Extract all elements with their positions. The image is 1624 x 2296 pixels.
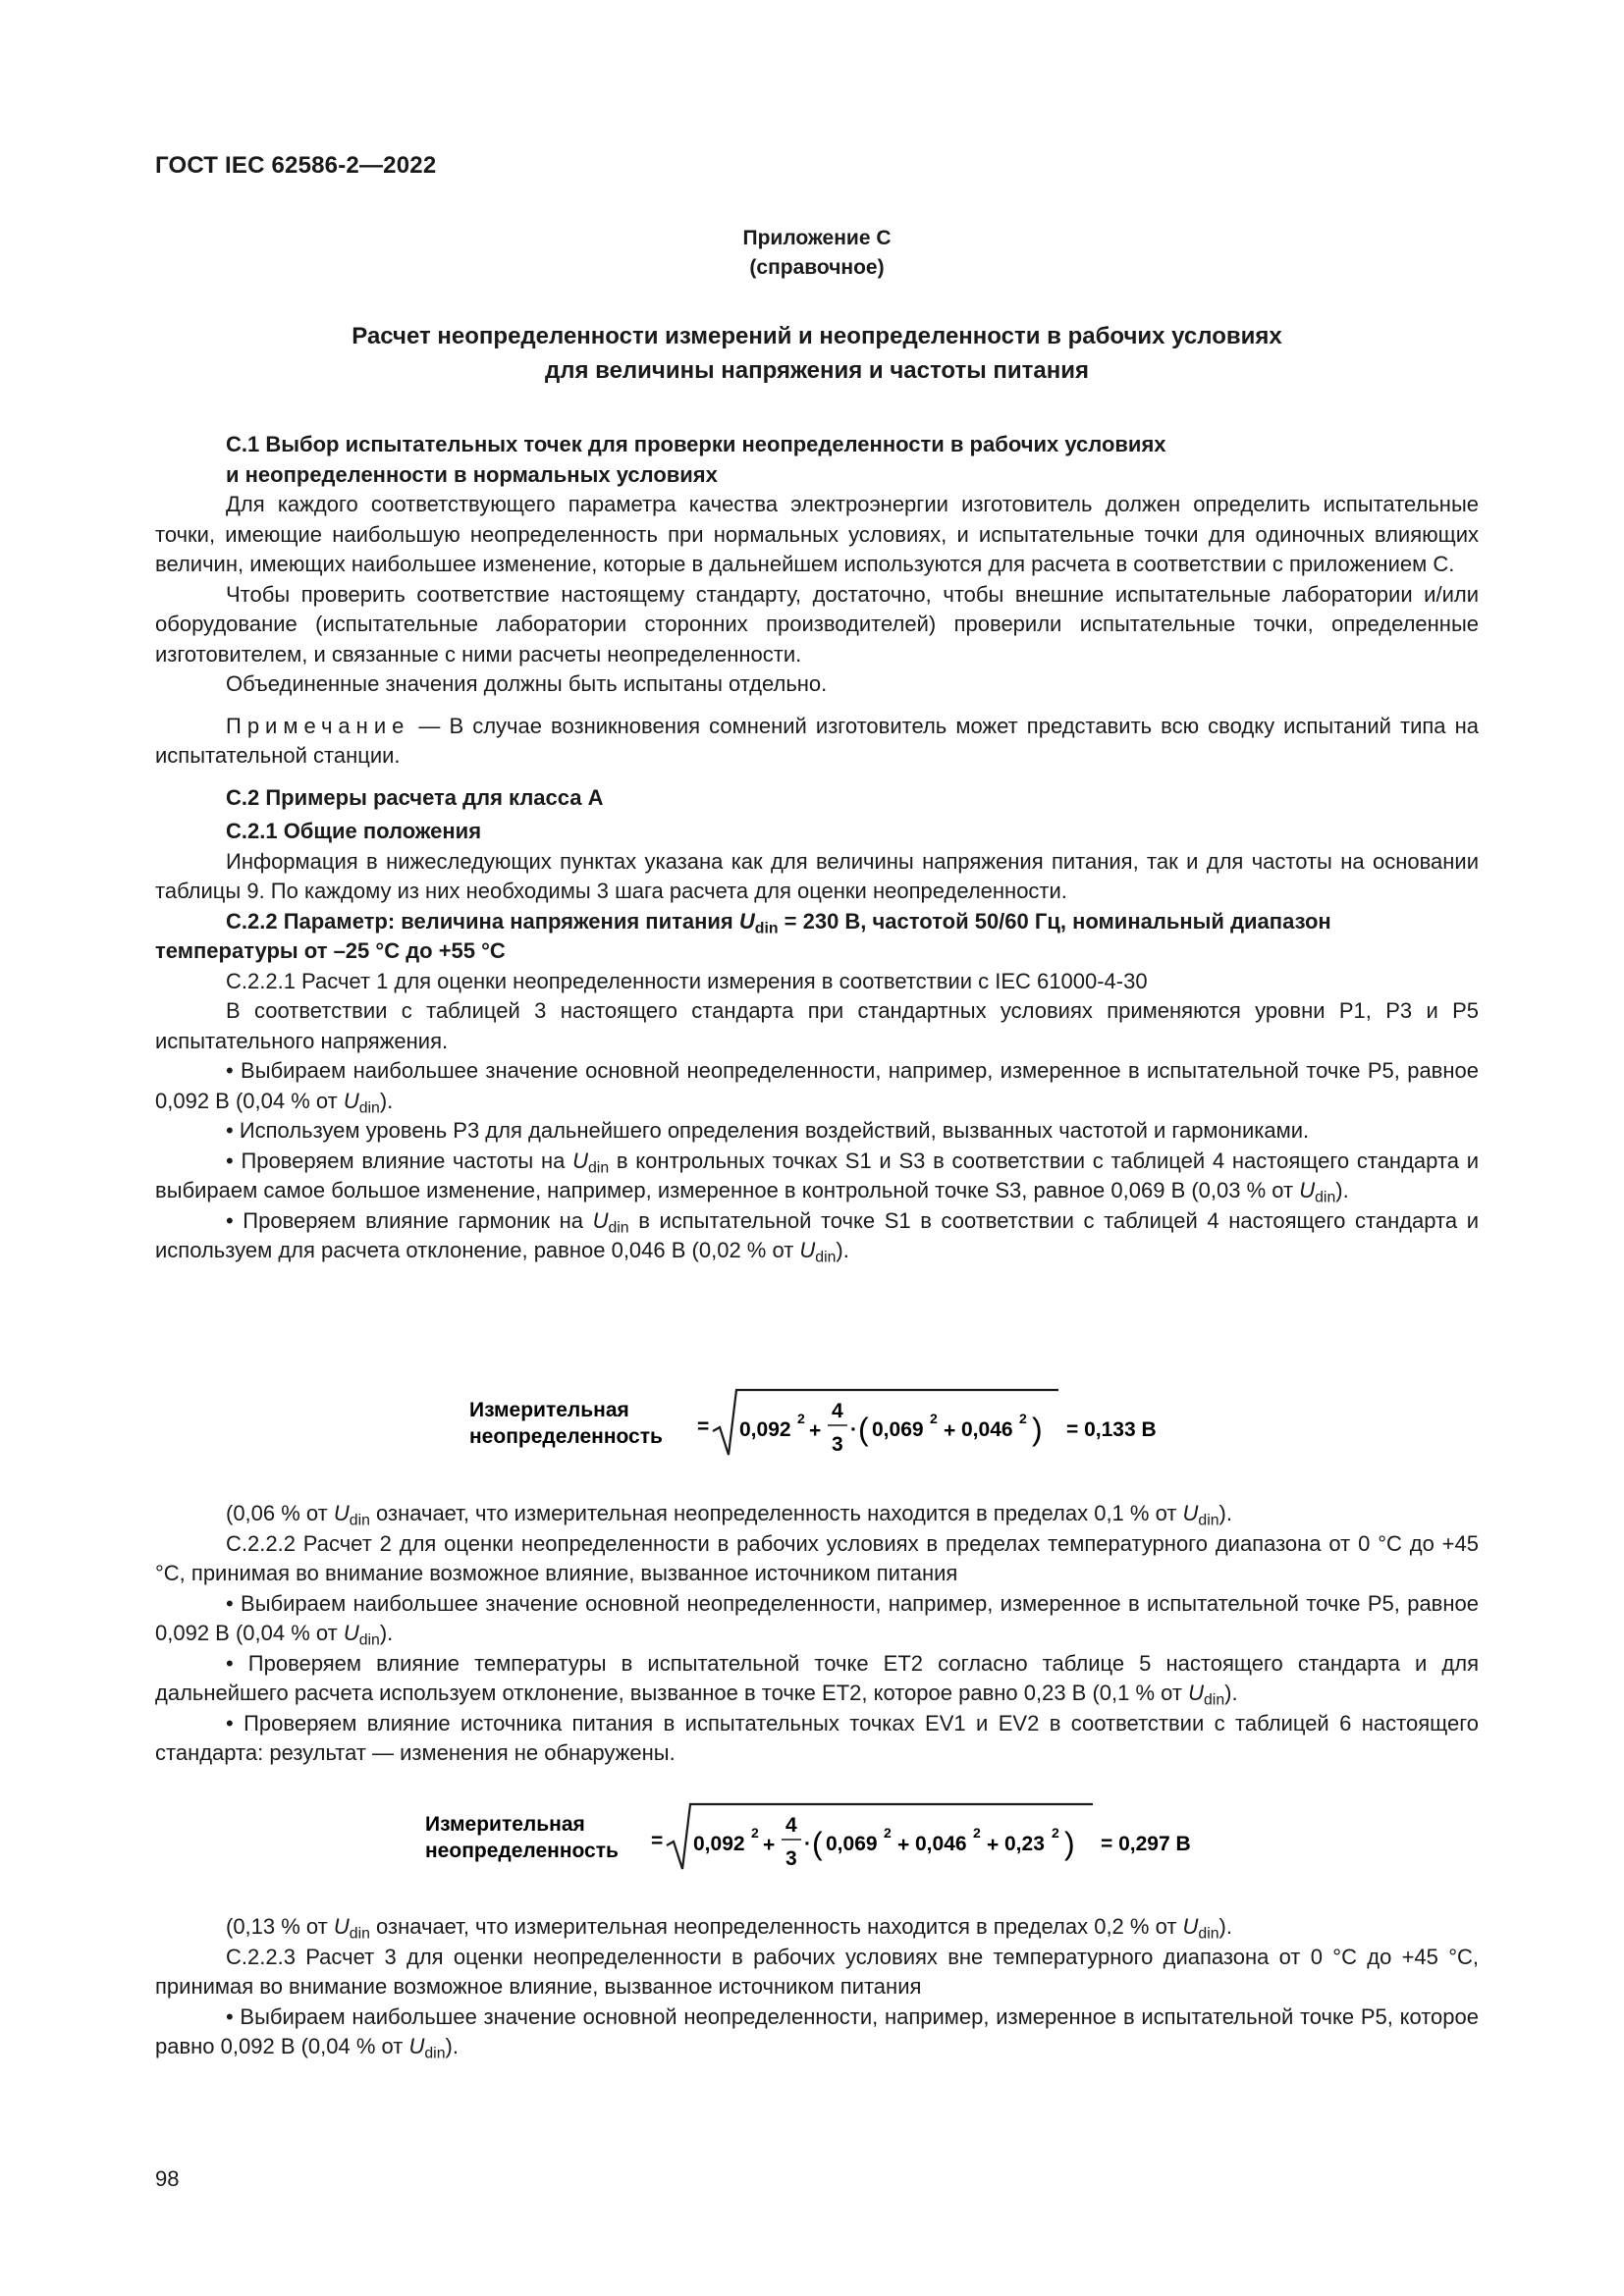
c222-bullet-2 [155,1649,1479,1709]
after-formula-1-text-b: означает, что измерительная неопределенность находится в пределах 0,1 % от [369,1501,1183,1525]
c221-bullet-1-text: • Выбираем наибольшее значение основной неопределенности, например, измеренное в испытательной точке Р5, равное 0,092 В (0,04 % от [155,1058,1479,1113]
u-subscript: din [1198,1925,1219,1943]
c221-bullet-3 [155,1147,1479,1206]
c1-heading-line-1: С.1 Выбор испытательных точек для проверки неопределенности в рабочих условиях [226,432,1166,456]
u-symbol: U [1182,1501,1199,1525]
formula-2-exp-4: 2 [1052,1825,1059,1841]
c223-bullet-1-text: • Выбираем наибольшее значение основной неопределенности, например, измеренное в испытательной точке Р5, которое равно 0,092 В (0,04 % от [155,2003,1479,2058]
formula-1-paren-close: ) [1032,1412,1043,1447]
formula-2-exp-2: 2 [884,1825,892,1841]
c222-bullet-1-text: • Выбираем наибольшее значение основной неопределенности, например, измеренное в испытательной точке Р5, равное 0,092 В (0,04 % от [155,1590,1479,1645]
after-formula-1 [155,1499,1479,1529]
annex-title: Приложение С [742,227,892,249]
u-subscript: din [358,1098,380,1116]
formula-1-fraction-num: 4 [832,1400,843,1422]
c223-bullet-1 [155,2002,1479,2062]
formula-2-label-1: Измерительная [425,1813,585,1836]
close-paren: ). [445,2034,459,2058]
annex-heading [155,224,1479,283]
c221-bullet-1 [155,1056,1479,1116]
title-line-2: для величины напряжения и частоты питания [544,357,1089,384]
formula-1-equals: = [697,1415,710,1438]
c222-bullet-2-text: • Проверяем влияние температуры в испытательной точке ET2 согласно таблице 5 настоящего стандарта и для дальнейшего расчета используем отклонение, вызванное в точке ET2, которое равно 0,23 В (0,1 % от [155,1650,1479,1705]
formula-2-term-4: 0,23 [1004,1833,1045,1855]
c1-note [155,712,1479,772]
formula-1-result: = 0,133 В [1066,1418,1157,1441]
formula-1-plus-2: + [944,1419,956,1442]
close-paren: ). [1218,1501,1232,1525]
c221-bullet-4-text-a: • Проверяем влияние гармоник на [226,1207,593,1233]
formula-2-plus-2: + [897,1834,910,1856]
c21-text: Информация в нижеследующих пунктах указана как для величины напряжения питания, так и для частоты на основании таблицы 9. По каждому из них необходимы 3 шага расчета для оценки неопределенности. [155,848,1479,903]
u-subscript: din [358,1631,380,1649]
close-paren: ). [1224,1681,1238,1705]
after-formula-2-text-b: означает, что измерительная неопределенность находится в пределах 0,2 % от [369,1914,1183,1939]
u-subscript: din [349,1512,370,1529]
u-subscript: din [608,1218,629,1236]
formula-1-label-2: неопределенность [469,1425,663,1448]
c221-title: С.2.2.1 Расчет 1 для оценки неопределенности измерения в соответствии с IEC 61000-4-30 [226,968,1148,993]
formula-1-term-1: 0,092 [739,1418,791,1441]
formula-2-svg [155,1796,1479,1885]
formula-2-term-2: 0,069 [826,1833,878,1855]
formula-1-exp-1: 2 [797,1411,805,1426]
note-label: Примечание [226,713,410,738]
u-subscript: din [349,1925,370,1943]
u-symbol: U [408,2034,425,2058]
section-c223 [155,1912,1479,2062]
formula-1-term-2: 0,069 [872,1418,924,1441]
formula-1 [155,1382,1479,1470]
formula-1-dot: · [850,1418,857,1441]
section-c222 [155,1499,1479,1769]
u-symbol: U [738,908,755,934]
formula-1-term-3: 0,046 [961,1418,1013,1441]
formula-2-paren-close: ) [1064,1826,1075,1861]
c22-heading-part-1: С.2.2 Параметр: величина напряжения питания [226,908,739,934]
formula-2-term-3: 0,046 [915,1833,967,1855]
formula-1-paren-open: ( [858,1412,869,1447]
document-page [155,0,1479,2296]
c1-paragraph-3: Объединенные значения должны быть испытаны отдельно. [226,671,828,696]
formula-2-term-1: 0,092 [693,1833,745,1855]
u-symbol: U [333,1501,350,1525]
after-formula-1-text-a: (0,06 % от [226,1501,334,1525]
c22-heading [155,907,1479,967]
u-symbol: U [343,1621,359,1645]
note-text: — В случае возникновения сомнений изготовитель может представить всю сводку испытаний типа на испытательной станции. [155,713,1479,768]
c1-paragraph-1: Для каждого соответствующего параметра качества электроэнергии изготовитель должен определить испытательные точки, имеющие наибольшую неопределенность при нормальных условиях, и испытательные точки для одиночных влияющих величин, имеющих наибольшее изменение, которые в дальнейшем используются для расчета в соответствии с приложением С. [155,492,1479,576]
title-line-1: Расчет неопределенности измерений и неопределенности в рабочих условиях [352,323,1282,349]
u-symbol: U [1299,1178,1316,1202]
formula-2-exp-1: 2 [751,1825,759,1841]
formula-2 [155,1796,1479,1885]
formula-2-equals: = [651,1830,664,1852]
standard-header: ГОСТ IEC 62586-2—2022 [155,152,437,179]
formula-2-plus-3: + [987,1834,1000,1856]
close-paren: ). [379,1621,394,1645]
close-paren: ). [379,1088,394,1113]
u-symbol: U [572,1148,588,1173]
c221-bullet-2: • Используем уровень Р3 для дальнейшего определения воздействий, вызванных частотой и гармониками. [226,1118,1310,1143]
c221-bullet-3-text-b: в контрольных точках S1 и S3 в соответствии с таблицей 4 настоящего стандарта и выбираем самое большое изменение, например, измеренное в контрольной точке S3, равное 0,069 В (0,03 % от [155,1148,1479,1202]
section-c1-c221 [155,430,1479,1266]
c22-heading-part-2: = 230 В, частотой 50/60 Гц, номинальный диапазон температуры от –25 °С до +55 °С [155,908,1331,963]
close-paren: ). [1335,1178,1349,1202]
u-subscript: din [815,1249,837,1266]
formula-2-fraction-den: 3 [785,1847,797,1870]
u-subscript: din [1198,1512,1219,1529]
formula-1-label-1: Измерительная [469,1399,629,1421]
formula-1-fraction-den: 3 [832,1433,843,1456]
u-symbol: U [592,1207,609,1233]
page-number: 98 [155,2166,180,2191]
annex-type: (справочное) [749,256,885,279]
after-formula-2 [155,1912,1479,1943]
c221-bullet-4-text-b: в испытательной точке S1 в соответствии с таблицей 4 настоящего стандарта и используем для расчета отклонение, равное 0,046 В (0,02 % от [155,1207,1479,1262]
formula-2-paren-open: ( [812,1826,823,1861]
formula-1-svg [155,1382,1479,1470]
u-subscript: din [588,1158,610,1176]
formula-2-result: = 0,297 В [1101,1833,1191,1855]
c223-title: С.2.2.3 Расчет 3 для оценки неопределенности в рабочих условиях вне температурного диапазона от 0 °С до +45 °С, принимая во внимание возможное влияние, вызванное источником питания [155,1944,1479,1999]
c222-bullet-1 [155,1589,1479,1649]
formula-2-fraction-num: 4 [785,1814,797,1837]
c1-paragraph-2: Чтобы проверить соответствие настоящему стандарту, достаточно, чтобы внешние испытательные лаборатории и/или оборудование (испытательные лаборатории сторонних производителей) проверили испытательные точки, определенные изготовителем, и связанные с ними расчеты неопределенности. [155,581,1479,667]
u-subscript: din [1315,1189,1336,1206]
formula-1-exp-3: 2 [1019,1411,1027,1426]
formula-2-plus-1: + [763,1834,776,1856]
c221-bullet-4 [155,1206,1479,1266]
close-paren: ). [836,1238,849,1262]
u-subscript: din [1204,1691,1225,1709]
c221-bullet-3-text-a: • Проверяем влияние частоты на [226,1148,573,1173]
u-symbol: U [1188,1681,1204,1705]
c221-intro: В соответствии с таблицей 3 настоящего стандарта при стандартных условиях применяются уровни Р1, Р3 и Р5 испытательного напряжения. [155,998,1479,1053]
formula-1-exp-2: 2 [930,1411,938,1426]
formula-2-label-2: неопределенность [425,1840,619,1862]
c21-heading: С.2.1 Общие положения [226,819,482,843]
u-symbol: U [1182,1914,1199,1939]
after-formula-2-text-a: (0,13 % от [226,1914,334,1939]
formula-2-exp-3: 2 [973,1825,981,1841]
u-symbol: U [343,1088,359,1113]
c1-heading-line-2: и неопределенности в нормальных условиях [226,461,718,487]
u-symbol: U [799,1238,816,1262]
u-subscript: din [424,2045,446,2062]
c2-heading: С.2 Примеры расчета для класса А [226,784,604,810]
c222-bullet-3: • Проверяем влияние источника питания в испытательных точках EV1 и EV2 в соответствии с таблицей 6 настоящего стандарта: результат — изменения не обнаружены. [155,1710,1479,1765]
close-paren: ). [1218,1914,1232,1939]
formula-1-plus-1: + [809,1419,822,1442]
annex-main-title [155,319,1479,388]
c222-title: С.2.2.2 Расчет 2 для оценки неопределенности в рабочих условиях в пределах температурного диапазона от 0 °С до +45 °С, принимая во внимание возможное влияние, вызванное источником питания [155,1530,1479,1585]
u-symbol: U [333,1914,350,1939]
c1-heading [155,430,1479,490]
u-subscript: din [754,919,779,936]
formula-2-dot: · [804,1833,811,1855]
